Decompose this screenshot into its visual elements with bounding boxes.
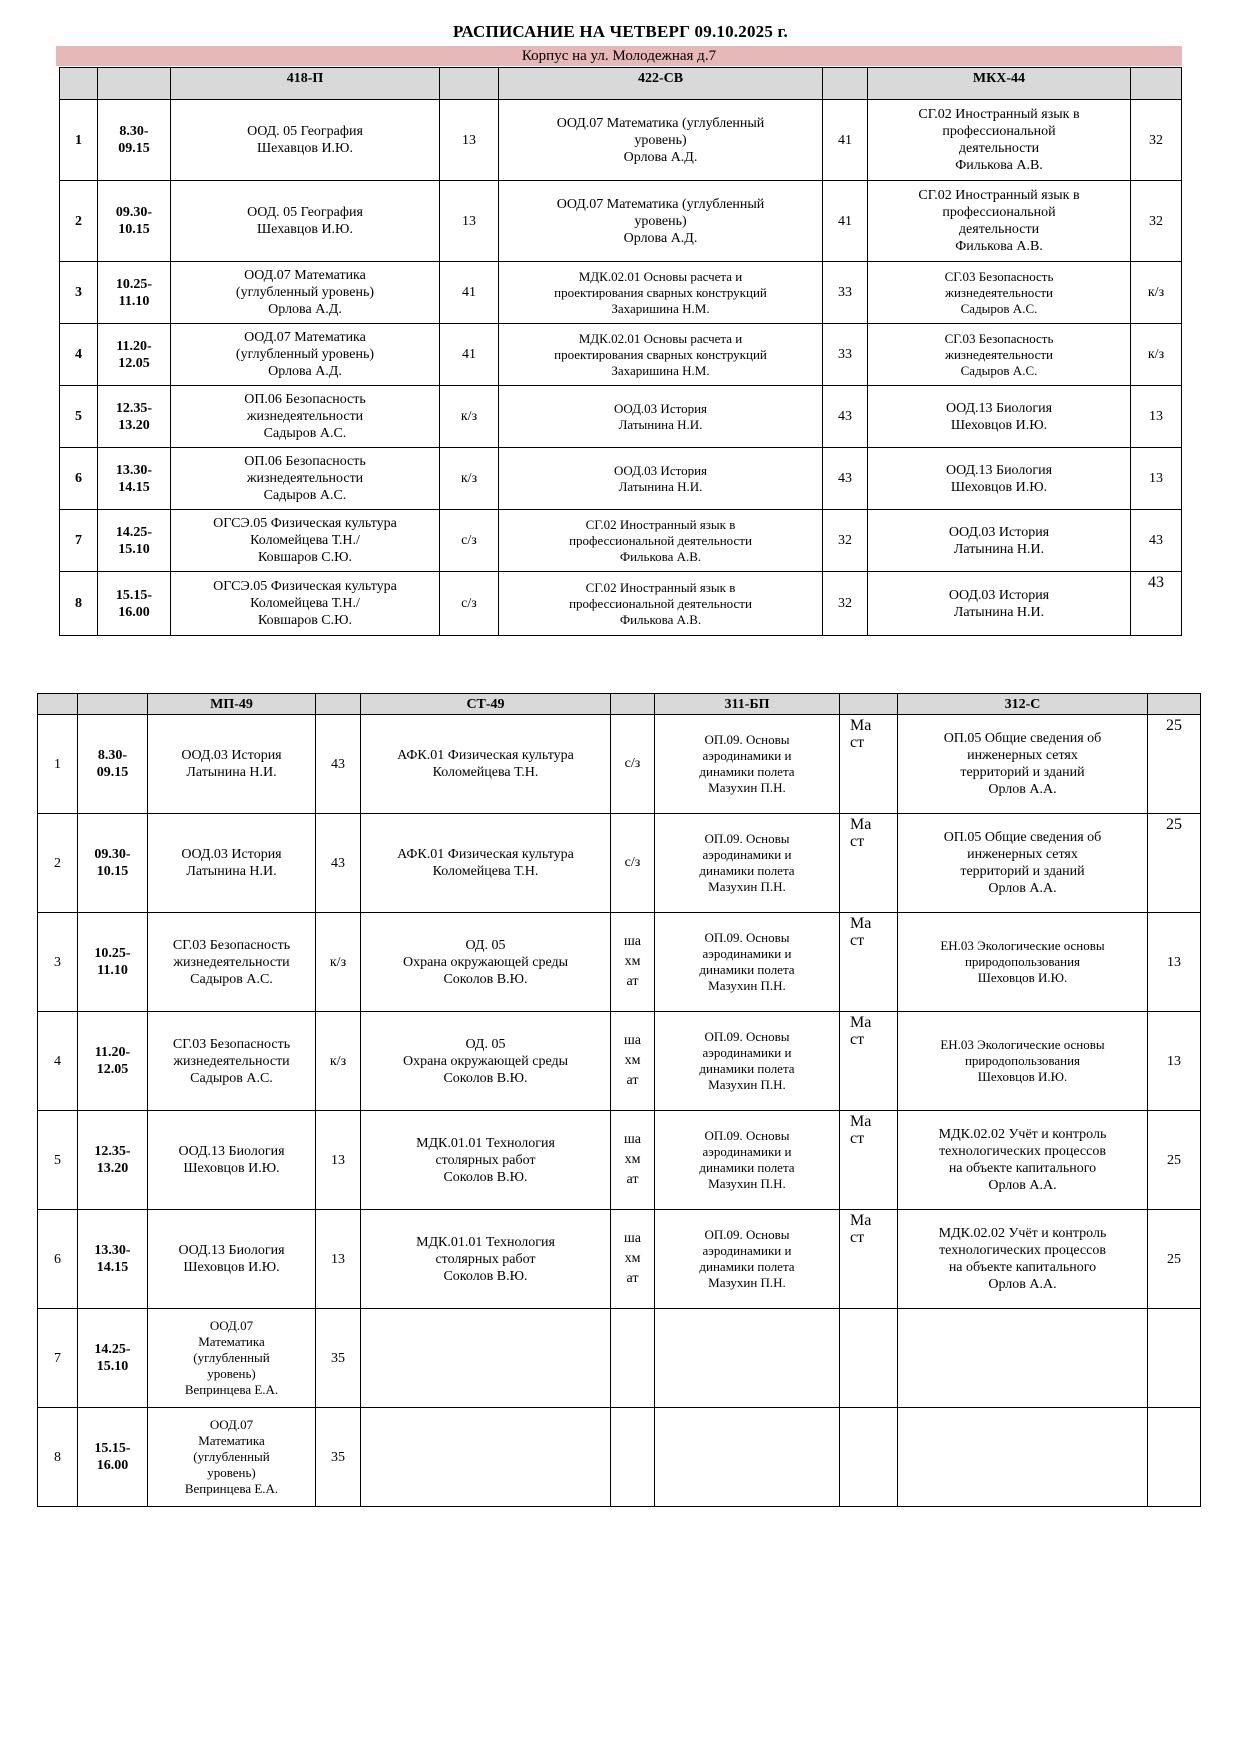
- room-cell: с/з: [440, 572, 499, 636]
- room-cell: [611, 1408, 655, 1507]
- room-cell: [840, 1309, 898, 1408]
- lesson-cell: ЕН.03 Экологические основы природопользования Шеховцов И.Ю.: [898, 913, 1148, 1012]
- lesson-cell: СГ.03 Безопасность жизнедеятельности Садыров А.С.: [148, 913, 316, 1012]
- room-cell: к/з: [1131, 262, 1182, 324]
- table-row: [38, 1210, 1201, 1309]
- table-row: [38, 1309, 1201, 1408]
- lesson-cell: ООД.13 Биология Шеховцов И.Ю.: [868, 448, 1131, 510]
- room-cell: 32: [1131, 181, 1182, 262]
- lesson-cell: ОП.09. Основы аэродинамики и динамики полета Мазухин П.Н.: [655, 1210, 840, 1309]
- room-cell: [611, 1309, 655, 1408]
- room-cell: к/з: [1131, 324, 1182, 386]
- lesson-cell: ООД.03 История Латынина Н.И.: [868, 510, 1131, 572]
- lesson-cell: ООД.13 Биология Шеховцов И.Ю.: [148, 1210, 316, 1309]
- lesson-cell: МДК.02.01 Основы расчета и проектирования сварных конструкций Захаришина Н.М.: [499, 324, 823, 386]
- lesson-cell: ООД.07 Математика (углубленный уровень) Орлова А.Д.: [499, 100, 823, 181]
- room-cell: 13: [316, 1210, 361, 1309]
- lesson-cell: ОП.09. Основы аэродинамики и динамики полета Мазухин П.Н.: [655, 814, 840, 913]
- lesson-cell: ООД.03 История Латынина Н.И.: [499, 448, 823, 510]
- lesson-number: 2: [38, 814, 78, 913]
- room-cell: Ма ст: [840, 814, 898, 913]
- lesson-cell: ООД.13 Биология Шеховцов И.Ю.: [148, 1111, 316, 1210]
- lesson-cell: ООД.07 Математика (углубленный уровень) Орлова А.Д.: [499, 181, 823, 262]
- table-row: [60, 324, 1182, 386]
- table-row: [60, 100, 1182, 181]
- room-cell: 43: [316, 814, 361, 913]
- room-cell: 43: [1131, 510, 1182, 572]
- room-cell: Ма ст: [840, 1012, 898, 1111]
- lesson-cell: ОД. 05 Охрана окружающей среды Соколов В.Ю.: [361, 1012, 611, 1111]
- lesson-number: 3: [60, 262, 98, 324]
- room-cell: 32: [1131, 100, 1182, 181]
- room-cell: 43: [316, 715, 361, 814]
- room-cell: Ма ст: [840, 1111, 898, 1210]
- room-cell: 35: [316, 1309, 361, 1408]
- table-row: [38, 1408, 1201, 1507]
- table-row: [60, 572, 1182, 636]
- room-cell: 13: [1131, 386, 1182, 448]
- room-cell: ша хм ат: [611, 1111, 655, 1210]
- lesson-cell: МДК.02.01 Основы расчета и проектирования сварных конструкций Захаришина Н.М.: [499, 262, 823, 324]
- group-header: 312-С: [898, 694, 1148, 715]
- lesson-cell: СГ.02 Иностранный язык в профессиональной деятельности Филькова А.В.: [868, 181, 1131, 262]
- lesson-cell: СГ.02 Иностранный язык в профессиональной деятельности Филькова А.В.: [499, 572, 823, 636]
- lesson-time: 12.35- 13.20: [98, 386, 171, 448]
- lesson-cell: ОГСЭ.05 Физическая культура Коломейцева Т.Н./ Ковшаров С.Ю.: [171, 572, 440, 636]
- room-cell: 35: [316, 1408, 361, 1507]
- room-cell: ша хм ат: [611, 1012, 655, 1111]
- room-cell: 13: [440, 181, 499, 262]
- lesson-cell: [361, 1408, 611, 1507]
- room-cell: 13: [1131, 448, 1182, 510]
- lesson-cell: [655, 1309, 840, 1408]
- table-row: [60, 386, 1182, 448]
- table-row: [60, 181, 1182, 262]
- lesson-time: 09.30- 10.15: [78, 814, 148, 913]
- lesson-cell: МДК.01.01 Технология столярных работ Соколов В.Ю.: [361, 1210, 611, 1309]
- table-row: [38, 1111, 1201, 1210]
- table-row: [38, 913, 1201, 1012]
- lesson-cell: СГ.03 Безопасность жизнедеятельности Садыров А.С.: [868, 324, 1131, 386]
- lesson-cell: ОП.06 Безопасность жизнедеятельности Садыров А.С.: [171, 386, 440, 448]
- lesson-cell: ООД.13 Биология Шеховцов И.Ю.: [868, 386, 1131, 448]
- lesson-cell: СГ.03 Безопасность жизнедеятельности Садыров А.С.: [148, 1012, 316, 1111]
- lesson-cell: ООД.03 История Латынина Н.И.: [868, 572, 1131, 636]
- lesson-cell: ООД.07 Математика (углубленный уровень) Вепринцева Е.А.: [148, 1408, 316, 1507]
- group-header: 418-П: [171, 68, 440, 100]
- header-cell: [78, 694, 148, 715]
- room-cell: 43: [823, 448, 868, 510]
- room-cell: к/з: [440, 448, 499, 510]
- room-cell: к/з: [316, 1012, 361, 1111]
- header-cell: [440, 68, 499, 100]
- table-header-row: [60, 68, 1182, 100]
- table-row: [60, 262, 1182, 324]
- lesson-time: 10.25- 11.10: [78, 913, 148, 1012]
- lesson-time: 14.25- 15.10: [78, 1309, 148, 1408]
- group-header: СТ-49: [361, 694, 611, 715]
- room-cell: 41: [823, 181, 868, 262]
- lesson-time: 15.15- 16.00: [98, 572, 171, 636]
- lesson-cell: АФК.01 Физическая культура Коломейцева Т.Н.: [361, 814, 611, 913]
- lesson-cell: ООД.03 История Латынина Н.И.: [148, 814, 316, 913]
- lesson-number: 7: [38, 1309, 78, 1408]
- header-cell: [98, 68, 171, 100]
- room-cell: 41: [440, 324, 499, 386]
- lesson-number: 5: [60, 386, 98, 448]
- lesson-number: 8: [60, 572, 98, 636]
- lesson-number: 2: [60, 181, 98, 262]
- lesson-time: 15.15- 16.00: [78, 1408, 148, 1507]
- lesson-cell: АФК.01 Физическая культура Коломейцева Т.Н.: [361, 715, 611, 814]
- room-cell: 13: [1148, 913, 1201, 1012]
- lesson-cell: СГ.02 Иностранный язык в профессиональной деятельности Филькова А.В.: [499, 510, 823, 572]
- room-cell: Ма ст: [840, 715, 898, 814]
- room-cell: 33: [823, 262, 868, 324]
- lesson-time: 8.30- 09.15: [78, 715, 148, 814]
- group-header: МКХ-44: [868, 68, 1131, 100]
- room-cell: 43: [823, 386, 868, 448]
- room-cell: 32: [823, 572, 868, 636]
- group-header: 311-БП: [655, 694, 840, 715]
- schedule-table-1: [59, 67, 1182, 636]
- lesson-time: 09.30- 10.15: [98, 181, 171, 262]
- room-cell: 13: [1148, 1012, 1201, 1111]
- lesson-cell: ОП.05 Общие сведения об инженерных сетях территорий и зданий Орлов А.А.: [898, 814, 1148, 913]
- lesson-number: 3: [38, 913, 78, 1012]
- table-row: [38, 814, 1201, 913]
- lesson-number: 6: [38, 1210, 78, 1309]
- lesson-cell: ОП.09. Основы аэродинамики и динамики полета Мазухин П.Н.: [655, 1012, 840, 1111]
- header-cell: [611, 694, 655, 715]
- room-cell: 43: [1131, 572, 1182, 636]
- lesson-number: 7: [60, 510, 98, 572]
- lesson-cell: ООД.07 Математика (углубленный уровень) Вепринцева Е.А.: [148, 1309, 316, 1408]
- room-cell: 41: [823, 100, 868, 181]
- group-header: 422-СВ: [499, 68, 823, 100]
- room-cell: с/з: [611, 814, 655, 913]
- room-cell: 13: [440, 100, 499, 181]
- room-cell: 25: [1148, 715, 1201, 814]
- lesson-cell: ОД. 05 Охрана окружающей среды Соколов В.Ю.: [361, 913, 611, 1012]
- lesson-time: 11.20- 12.05: [78, 1012, 148, 1111]
- lesson-time: 10.25- 11.10: [98, 262, 171, 324]
- lesson-time: 11.20- 12.05: [98, 324, 171, 386]
- room-cell: с/з: [440, 510, 499, 572]
- lesson-cell: ЕН.03 Экологические основы природопользования Шеховцов И.Ю.: [898, 1012, 1148, 1111]
- room-cell: к/з: [440, 386, 499, 448]
- page-title: РАСПИСАНИЕ НА ЧЕТВЕРГ 09.10.2025 г.: [453, 22, 788, 41]
- lesson-cell: ООД. 05 География Шехавцов И.Ю.: [171, 100, 440, 181]
- lesson-cell: ОП.09. Основы аэродинамики и динамики полета Мазухин П.Н.: [655, 715, 840, 814]
- room-cell: 13: [316, 1111, 361, 1210]
- lesson-number: 4: [38, 1012, 78, 1111]
- lesson-cell: ОП.09. Основы аэродинамики и динамики полета Мазухин П.Н.: [655, 913, 840, 1012]
- lesson-cell: ОП.06 Безопасность жизнедеятельности Садыров А.С.: [171, 448, 440, 510]
- lesson-time: 8.30- 09.15: [98, 100, 171, 181]
- header-cell: [316, 694, 361, 715]
- room-cell: [1148, 1309, 1201, 1408]
- lesson-number: 1: [60, 100, 98, 181]
- header-cell: [840, 694, 898, 715]
- lesson-number: 8: [38, 1408, 78, 1507]
- lesson-time: 13.30- 14.15: [78, 1210, 148, 1309]
- group-header: МП-49: [148, 694, 316, 715]
- room-cell: 25: [1148, 814, 1201, 913]
- room-cell: ша хм ат: [611, 1210, 655, 1309]
- lesson-number: 6: [60, 448, 98, 510]
- lesson-cell: МДК.01.01 Технология столярных работ Соколов В.Ю.: [361, 1111, 611, 1210]
- header-cell: [823, 68, 868, 100]
- lesson-cell: ООД.07 Математика (углубленный уровень) Орлова А.Д.: [171, 262, 440, 324]
- lesson-cell: ООД.03 История Латынина Н.И.: [148, 715, 316, 814]
- table-row: [38, 1012, 1201, 1111]
- table-row: [60, 448, 1182, 510]
- header-cell: [38, 694, 78, 715]
- lesson-cell: [898, 1408, 1148, 1507]
- lesson-number: 1: [38, 715, 78, 814]
- room-cell: 25: [1148, 1210, 1201, 1309]
- lesson-cell: СГ.03 Безопасность жизнедеятельности Садыров А.С.: [868, 262, 1131, 324]
- lesson-cell: ОГСЭ.05 Физическая культура Коломейцева Т.Н./ Ковшаров С.Ю.: [171, 510, 440, 572]
- header-cell: [1148, 694, 1201, 715]
- lesson-cell: СГ.02 Иностранный язык в профессиональной деятельности Филькова А.В.: [868, 100, 1131, 181]
- lesson-cell: ООД.03 История Латынина Н.И.: [499, 386, 823, 448]
- room-cell: 25: [1148, 1111, 1201, 1210]
- header-cell: [60, 68, 98, 100]
- building-banner: Корпус на ул. Молодежная д.7: [56, 46, 1182, 66]
- room-cell: Ма ст: [840, 913, 898, 1012]
- header-cell: [1131, 68, 1182, 100]
- table-header-row: [38, 694, 1201, 715]
- room-cell: [1148, 1408, 1201, 1507]
- table-row: [60, 510, 1182, 572]
- lesson-cell: МДК.02.02 Учёт и контроль технологических процессов на объекте капитального Орлов А.А.: [898, 1111, 1148, 1210]
- lesson-cell: ОП.05 Общие сведения об инженерных сетях территорий и зданий Орлов А.А.: [898, 715, 1148, 814]
- lesson-cell: ООД. 05 География Шехавцов И.Ю.: [171, 181, 440, 262]
- lesson-cell: [898, 1309, 1148, 1408]
- lesson-cell: МДК.02.02 Учёт и контроль технологических процессов на объекте капитального Орлов А.А.: [898, 1210, 1148, 1309]
- room-cell: с/з: [611, 715, 655, 814]
- lesson-cell: ООД.07 Математика (углубленный уровень) Орлова А.Д.: [171, 324, 440, 386]
- room-cell: 41: [440, 262, 499, 324]
- lesson-number: 4: [60, 324, 98, 386]
- room-cell: ша хм ат: [611, 913, 655, 1012]
- lesson-time: 12.35- 13.20: [78, 1111, 148, 1210]
- lesson-time: 13.30- 14.15: [98, 448, 171, 510]
- lesson-cell: ОП.09. Основы аэродинамики и динамики полета Мазухин П.Н.: [655, 1111, 840, 1210]
- room-cell: 33: [823, 324, 868, 386]
- room-cell: 32: [823, 510, 868, 572]
- schedule-table-2: [37, 693, 1201, 1507]
- table-row: [38, 715, 1201, 814]
- room-cell: [840, 1408, 898, 1507]
- lesson-time: 14.25- 15.10: [98, 510, 171, 572]
- lesson-number: 5: [38, 1111, 78, 1210]
- lesson-cell: [361, 1309, 611, 1408]
- lesson-cell: [655, 1408, 840, 1507]
- room-cell: Ма ст: [840, 1210, 898, 1309]
- room-cell: к/з: [316, 913, 361, 1012]
